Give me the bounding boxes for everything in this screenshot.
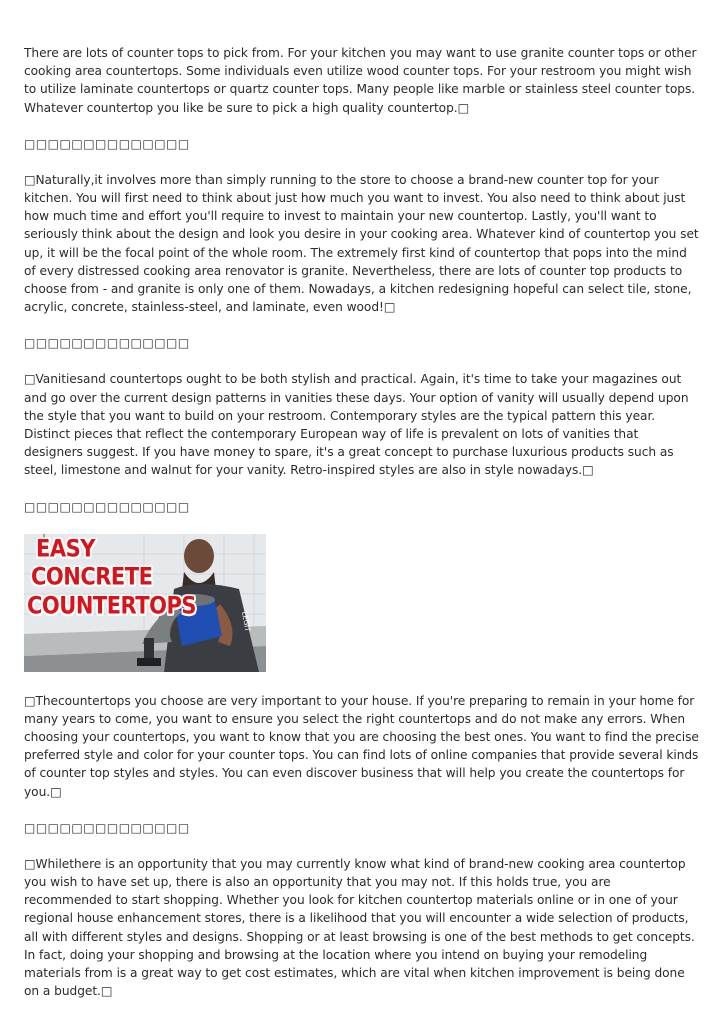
paragraph-4: □Thecountertops you choose are very important to your house. If you're preparing to remain in your home for many years to come, you want to ensure you select the right countertops and do not make any errors. When choosing your countertops, you want to know that you are choosing the best ones. You want to find the precise preferred style and color for your counter tops. You can find lots of online companies that provide several kinds of counter top styles and styles. You can even discover business that will help you create the countertops for you.□ <box>24 693 699 799</box>
svg-text:LEGIT: LEGIT <box>240 610 252 632</box>
countertop-photo <box>24 534 266 672</box>
paragraph-5: □Whilethere is an opportunity that you may currently know what kind of brand-new cooking area countertop you wish to have set up, there is also an opportunity that you may not. If this holds true, you are recommended to start shopping. Whether you look for kitchen countertop materials online or in one of your regional house enhancement stores, there is a likelihood that you will encounter a wide selection of products, all with different styles and designs. Shopping or at least browsing is one of the best methods to get concepts. In fact, doing your shopping and browsing at the location where you intend on buying your remodeling materials from is a great way to get cost estimates, which are vital when kitchen improvement is being done on a budget.□ <box>24 856 695 999</box>
image-title-line-2: CONCRETE <box>31 562 153 591</box>
article-body <box>24 44 700 1001</box>
image-title-line-1: EASY <box>36 534 95 563</box>
separator-2: □□□□□□□□□□□□□□ <box>24 336 190 351</box>
separator-4: □□□□□□□□□□□□□□ <box>24 820 190 835</box>
separator-3: □□□□□□□□□□□□□□ <box>24 499 190 514</box>
paragraph-1: There are lots of counter tops to pick from. For your kitchen you may want to use granite counter tops or other cooking area countertops. Some individuals even utilize wood counter tops. For your restroom you might wish to utilize laminate countertops or quartz counter tops. Many people like marble or stainless steel counter tops. Whatever countertop you like be sure to pick a high quality countertop.□ <box>24 46 697 115</box>
paragraph-3: □Vanitiesand countertops ought to be both stylish and practical. Again, it's time to take your magazines out and go over the current design patterns in vanities these days. Your option of vanity will usually depend upon the style that you want to build on your restroom. Contemporary styles are the typical pattern this year. Distinct pieces that reflect the contemporary European way of life is prevalent on lots of vanities that designers suggest. If you have money to spare, it's a great concept to purchase luxurious products such as steel, limestone and walnut for your vanity. Retro-inspired styles are also in style nowadays.□ <box>24 372 689 478</box>
separator-1: □□□□□□□□□□□□□□ <box>24 136 190 151</box>
paragraph-2: □Naturally,it involves more than simply running to the store to choose a brand-new counter top for your kitchen. You will first need to think about just how much you want to invest. You also need to think about just how much time and effort you'll require to invest to maintain your new countertop. Lastly, you'll want to seriously think about the design and look you desire in your cooking area. Whatever kind of countertop you set up, it will be the focal point of the whole room. The extremely first kind of countertop that pops into the mind of every distressed cooking area renovator is granite. Nevertheless, there are lots of counter top products to choose from - and granite is only one of them. Nowadays, a kitchen redesigning hopeful can select tile, stone, acrylic, concrete, stainless-steel, and laminate, even wood!□ <box>24 172 699 315</box>
image-title-line-3: COUNTERTOPS <box>27 591 196 620</box>
